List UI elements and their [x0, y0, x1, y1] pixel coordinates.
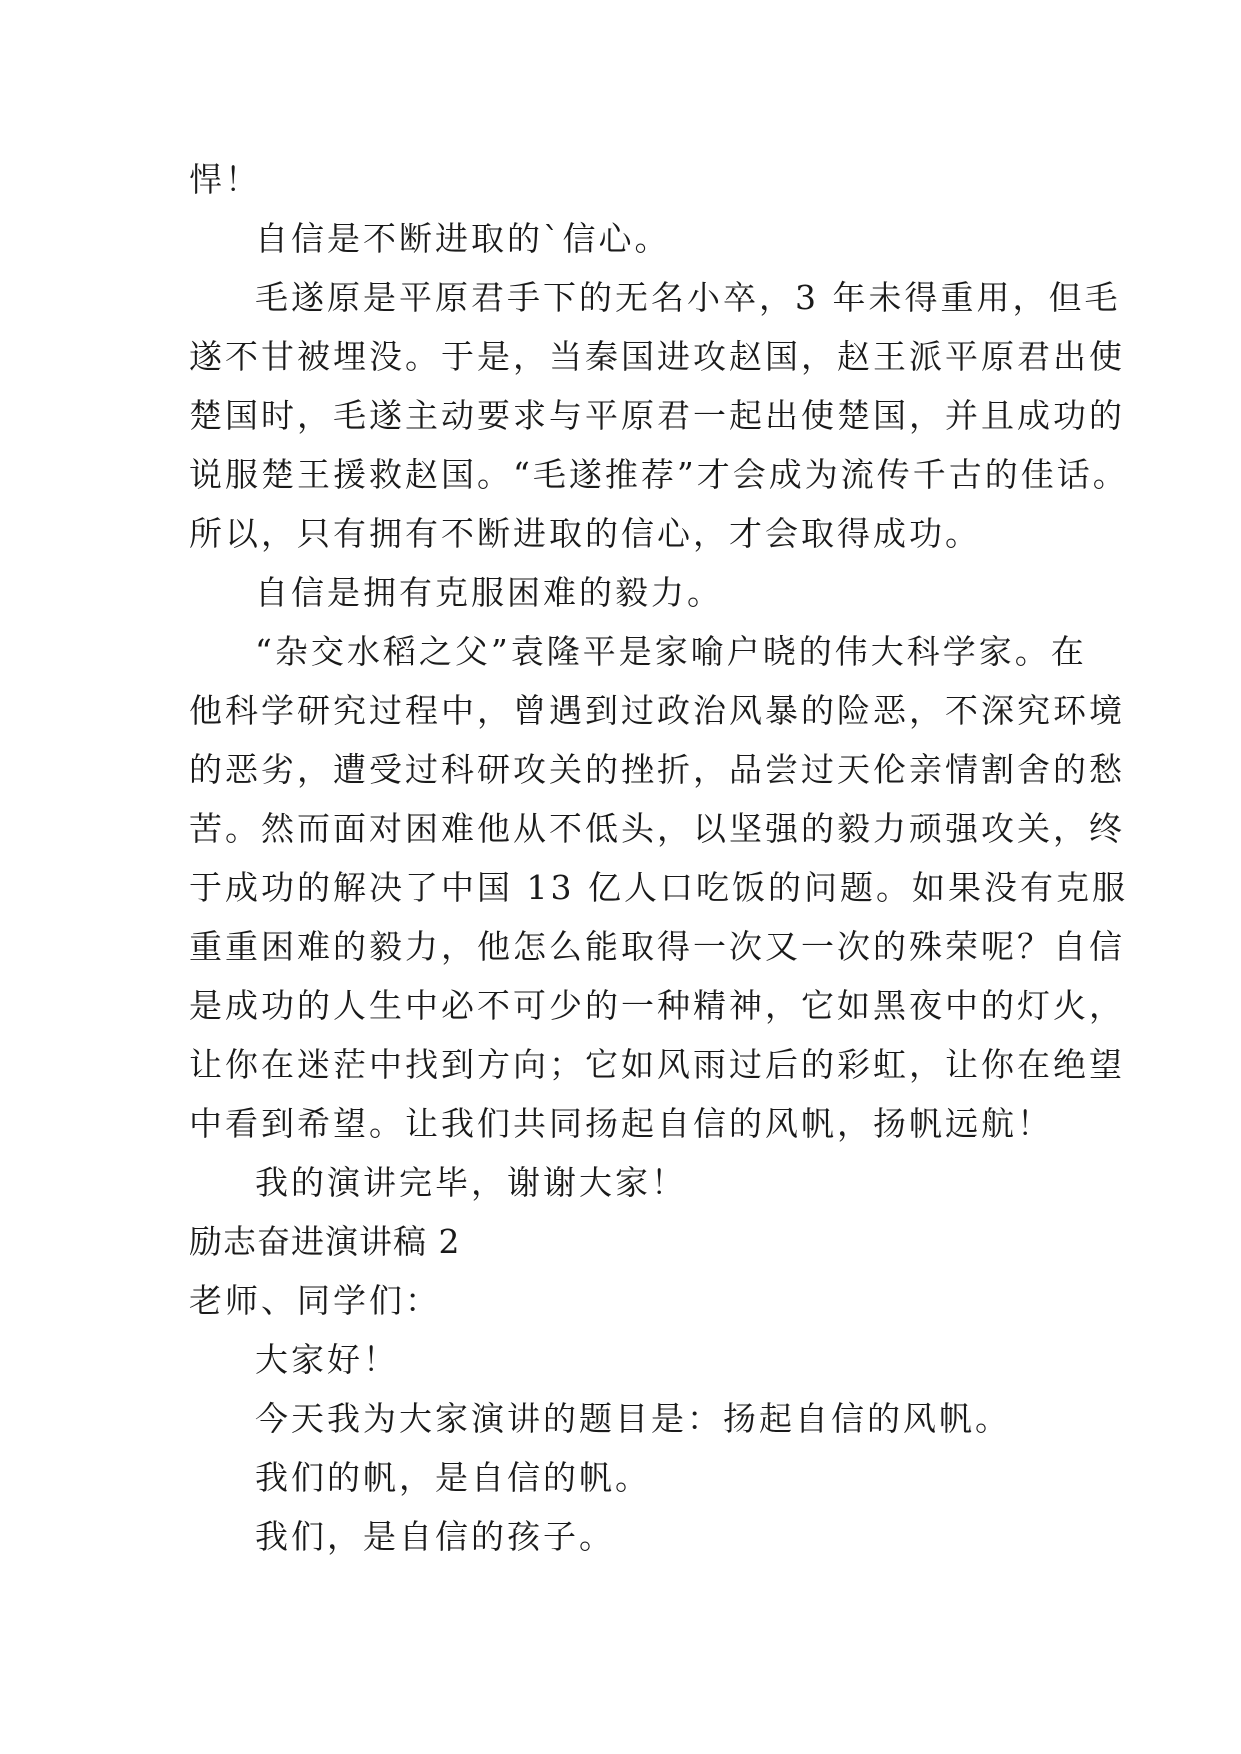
greeting: 大家好！: [255, 1340, 399, 1379]
document-page: [189, 150, 1129, 1566]
text-line: 是成功的人生中必不可少的一种精神，它如黑夜中的灯火，: [189, 986, 1125, 1025]
text-line: 苦。然而面对困难他从不低头，以坚强的毅力顽强攻关，终: [189, 809, 1125, 848]
text-line: 毛遂原是平原君手下的无名小卒，3 年未得重用，但毛: [255, 278, 1121, 317]
paragraph-heading: 自信是不断进取的`信心。: [255, 219, 671, 258]
text-line: 中看到希望。让我们共同扬起自信的风帆，扬帆远航！: [189, 1104, 1053, 1143]
text-line: 让你在迷茫中找到方向；它如风雨过后的彩虹，让你在绝望: [189, 1045, 1125, 1084]
text-line: 今天我为大家演讲的题目是：扬起自信的风帆。: [255, 1399, 1011, 1438]
text-line: 于成功的解决了中国 13 亿人口吃饭的问题。如果没有克服: [189, 868, 1128, 907]
text-line: 悍！: [189, 160, 261, 199]
text-line: 的恶劣，遭受过科研攻关的挫折，品尝过天伦亲情割舍的愁: [189, 750, 1125, 789]
paragraph-heading: 自信是拥有克服困难的毅力。: [255, 573, 723, 612]
text-line: 楚国时，毛遂主动要求与平原君一起出使楚国，并且成功的: [189, 396, 1125, 435]
salutation: 老师、同学们：: [189, 1281, 441, 1320]
text-line: 我们，是自信的孩子。: [255, 1517, 615, 1556]
text-line: 遂不甘被埋没。于是，当秦国进攻赵国，赵王派平原君出使: [189, 337, 1125, 376]
text-line: 我们的帆，是自信的帆。: [255, 1458, 651, 1497]
text-line: 重重困难的毅力，他怎么能取得一次又一次的殊荣呢？自信: [189, 927, 1125, 966]
text-line: “杂交水稻之父”袁隆平是家喻户晓的伟大科学家。在: [255, 632, 1087, 671]
text-line: 说服楚王援救赵国。“毛遂推荐”才会成为流传千古的佳话。: [189, 455, 1129, 494]
text-line: 他科学研究过程中，曾遇到过政治风暴的险恶，不深究环境: [189, 691, 1125, 730]
section-title: 励志奋进演讲稿 2: [189, 1222, 461, 1261]
text-line: 所以，只有拥有不断进取的信心，才会取得成功。: [189, 514, 981, 553]
closing-line: 我的演讲完毕，谢谢大家！: [255, 1163, 687, 1202]
